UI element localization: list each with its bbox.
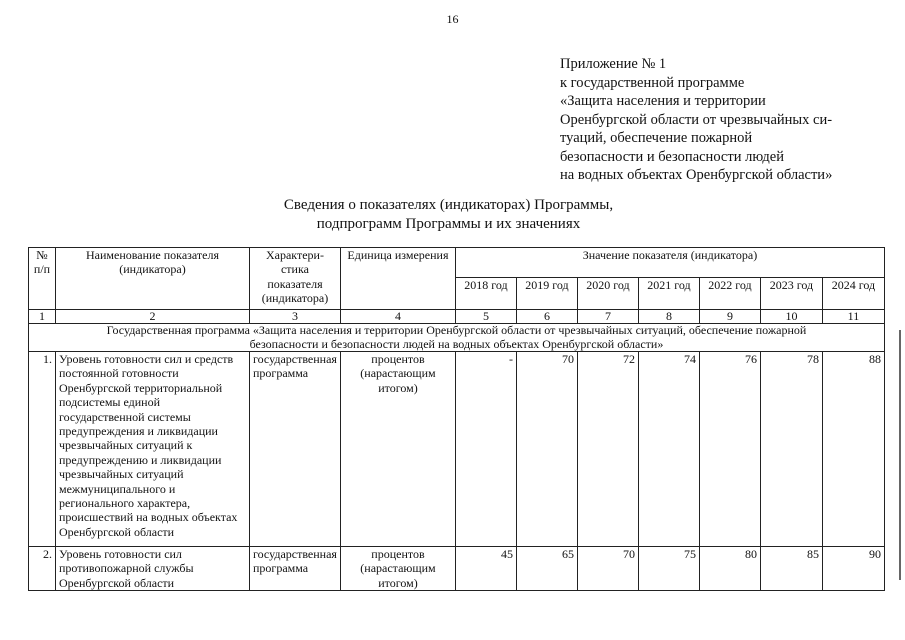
table-row bbox=[29, 547, 885, 591]
header-unit: Единица измерения bbox=[340, 248, 455, 310]
column-number: 10 bbox=[760, 310, 822, 324]
row-number: 2. bbox=[29, 547, 56, 591]
header-year: 2022 год bbox=[699, 278, 760, 310]
header-name: Наименование показателя (индикатора) bbox=[56, 248, 250, 310]
indicator-characteristic: государственная программа bbox=[250, 352, 341, 547]
column-number: 8 bbox=[638, 310, 699, 324]
indicator-value: 65 bbox=[516, 547, 577, 591]
program-title-row bbox=[29, 324, 885, 352]
header-value-group: Значение показателя (индикатора) bbox=[455, 248, 884, 278]
column-number: 4 bbox=[340, 310, 455, 324]
header-year: 2024 год bbox=[822, 278, 884, 310]
indicator-value: 75 bbox=[638, 547, 699, 591]
indicator-value: 70 bbox=[516, 352, 577, 547]
indicator-name: Уровень готовности сил и средств постоянной готовности Оренбургской территориальной подсистемы единой государственной системы предупреждения и ликвидации чрезвычайных ситуаций к предупреждению и ликвидации чрезвычайных ситуаций межмуниципального и регионального характера, происшествий на водных объектах Оренбургской области bbox=[56, 352, 250, 547]
appendix-header bbox=[560, 55, 860, 185]
title-line: Сведения о показателях (индикаторах) Программы, bbox=[283, 197, 614, 213]
indicator-characteristic: государственная программа bbox=[250, 547, 341, 591]
appendix-line: Оренбургской области от чрезвычайных си- bbox=[560, 111, 833, 128]
column-number: 11 bbox=[822, 310, 884, 324]
indicator-value: 45 bbox=[455, 547, 516, 591]
appendix-line: безопасности и безопасности людей bbox=[560, 148, 784, 165]
column-number: 9 bbox=[699, 310, 760, 324]
document-title bbox=[0, 196, 905, 233]
column-number: 6 bbox=[516, 310, 577, 324]
appendix-line: Приложение № 1 bbox=[560, 56, 667, 72]
column-number-row bbox=[29, 310, 885, 324]
column-number: 1 bbox=[29, 310, 56, 324]
header-year: 2021 год bbox=[638, 278, 699, 310]
program-title: Государственная программа «Защита населения и территории Оренбургской области от чрезвычайных ситуаций, обеспечение пожарной безопасности и безопасности людей на водных объектах Оренбургской области» bbox=[29, 324, 885, 352]
indicator-value: 85 bbox=[760, 547, 822, 591]
indicator-value: 78 bbox=[760, 352, 822, 547]
indicator-unit: процентов (нарастающим итогом) bbox=[340, 352, 455, 547]
header-characteristic: Характери-стика показателя (индикатора) bbox=[250, 248, 341, 310]
indicators-table bbox=[28, 247, 885, 591]
header-year: 2018 год bbox=[455, 278, 516, 310]
header-year: 2020 год bbox=[577, 278, 638, 310]
indicator-value: 80 bbox=[699, 547, 760, 591]
row-number: 1. bbox=[29, 352, 56, 547]
table-row bbox=[29, 352, 885, 547]
indicator-value: 72 bbox=[577, 352, 638, 547]
indicator-value: 90 bbox=[822, 547, 884, 591]
appendix-line: туаций, обеспечение пожарной bbox=[560, 130, 753, 146]
indicator-name: Уровень готовности сил противопожарной службы Оренбургской области bbox=[56, 547, 250, 591]
indicator-value: 88 bbox=[822, 352, 884, 547]
appendix-line: на водных объектах Оренбургской области» bbox=[560, 167, 833, 183]
indicator-value: 76 bbox=[699, 352, 760, 547]
column-number: 7 bbox=[577, 310, 638, 324]
appendix-line: к государственной программе bbox=[560, 74, 745, 91]
scan-edge-line bbox=[899, 330, 904, 580]
indicator-unit: процентов (нарастающим итогом) bbox=[340, 547, 455, 591]
indicator-value: - bbox=[455, 352, 516, 547]
column-number: 5 bbox=[455, 310, 516, 324]
column-number: 3 bbox=[250, 310, 341, 324]
title-line: подпрограмм Программы и их значениях bbox=[316, 215, 581, 232]
header-num: № п/п bbox=[29, 248, 56, 310]
appendix-line: «Защита населения и территории bbox=[560, 93, 766, 109]
page-number: 16 bbox=[446, 12, 459, 26]
indicator-value: 74 bbox=[638, 352, 699, 547]
column-number: 2 bbox=[56, 310, 250, 324]
header-year: 2019 год bbox=[516, 278, 577, 310]
indicator-value: 70 bbox=[577, 547, 638, 591]
header-year: 2023 год bbox=[760, 278, 822, 310]
